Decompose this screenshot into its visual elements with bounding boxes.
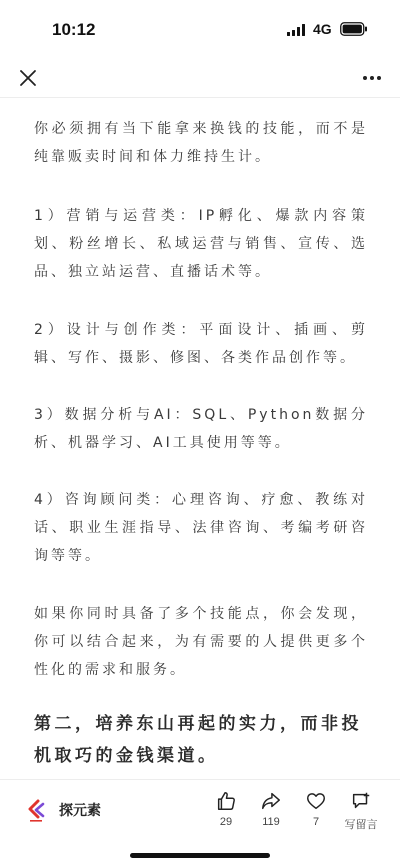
status-bar	[0, 0, 400, 58]
nav-bar	[0, 58, 400, 98]
article-paragraph: 4）咨询顾问类：心理咨询、疗愈、教练对话、职业生涯指导、法律咨询、考编考研咨询等等。	[34, 492, 368, 564]
favorite-button[interactable]	[294, 790, 338, 834]
status-time: 10:12	[52, 20, 96, 39]
close-button[interactable]	[16, 66, 40, 90]
like-count: 29	[219, 816, 233, 828]
close-icon	[16, 66, 40, 90]
thumbs-up-icon	[215, 790, 237, 812]
article-paragraph: 1）营销与运营类：IP孵化、爆款内容策划、粉丝增长、私域运营与销售、宣传、选品、独立站运营、直播话术等。	[34, 208, 368, 280]
section-heading: 第二，培养东山再起的实力，而非投机取巧的金钱渠道。	[34, 714, 362, 766]
article-body[interactable]	[0, 98, 400, 779]
comment-button[interactable]	[339, 790, 383, 834]
share-button[interactable]	[249, 790, 293, 834]
heart-icon	[305, 790, 327, 812]
article-paragraph: 如果你同时具备了多个技能点，你会发现，你可以结合起来，为有需要的人提供更多个性化的需求和服务。	[34, 606, 368, 678]
comment-plus-icon	[350, 790, 372, 812]
author-name[interactable]: 探元素	[59, 802, 101, 818]
comment-label: 写留言	[344, 819, 378, 831]
more-horizontal-icon	[360, 66, 384, 90]
favorite-count: 7	[312, 816, 320, 828]
signal-icon	[287, 24, 307, 36]
like-button[interactable]	[204, 790, 248, 834]
share-count: 119	[262, 816, 280, 828]
battery-icon	[340, 22, 368, 36]
author-logo-icon[interactable]	[26, 799, 46, 823]
share-arrow-icon	[260, 790, 282, 812]
article-paragraph: 你必须拥有当下能拿来换钱的技能，而不是纯靠贩卖时间和体力维持生计。	[34, 121, 368, 165]
home-indicator[interactable]	[130, 853, 270, 858]
network-label: 4G	[313, 21, 332, 37]
article-paragraph: 2）设计与创作类：平面设计、插画、剪辑、写作、摄影、修图、各类作品创作等。	[34, 322, 368, 366]
more-button[interactable]	[360, 66, 384, 90]
bottom-bar	[0, 779, 400, 839]
article-paragraph: 3）数据分析与AI：SQL、Python数据分析、机器学习、AI工具使用等等。	[34, 407, 368, 451]
